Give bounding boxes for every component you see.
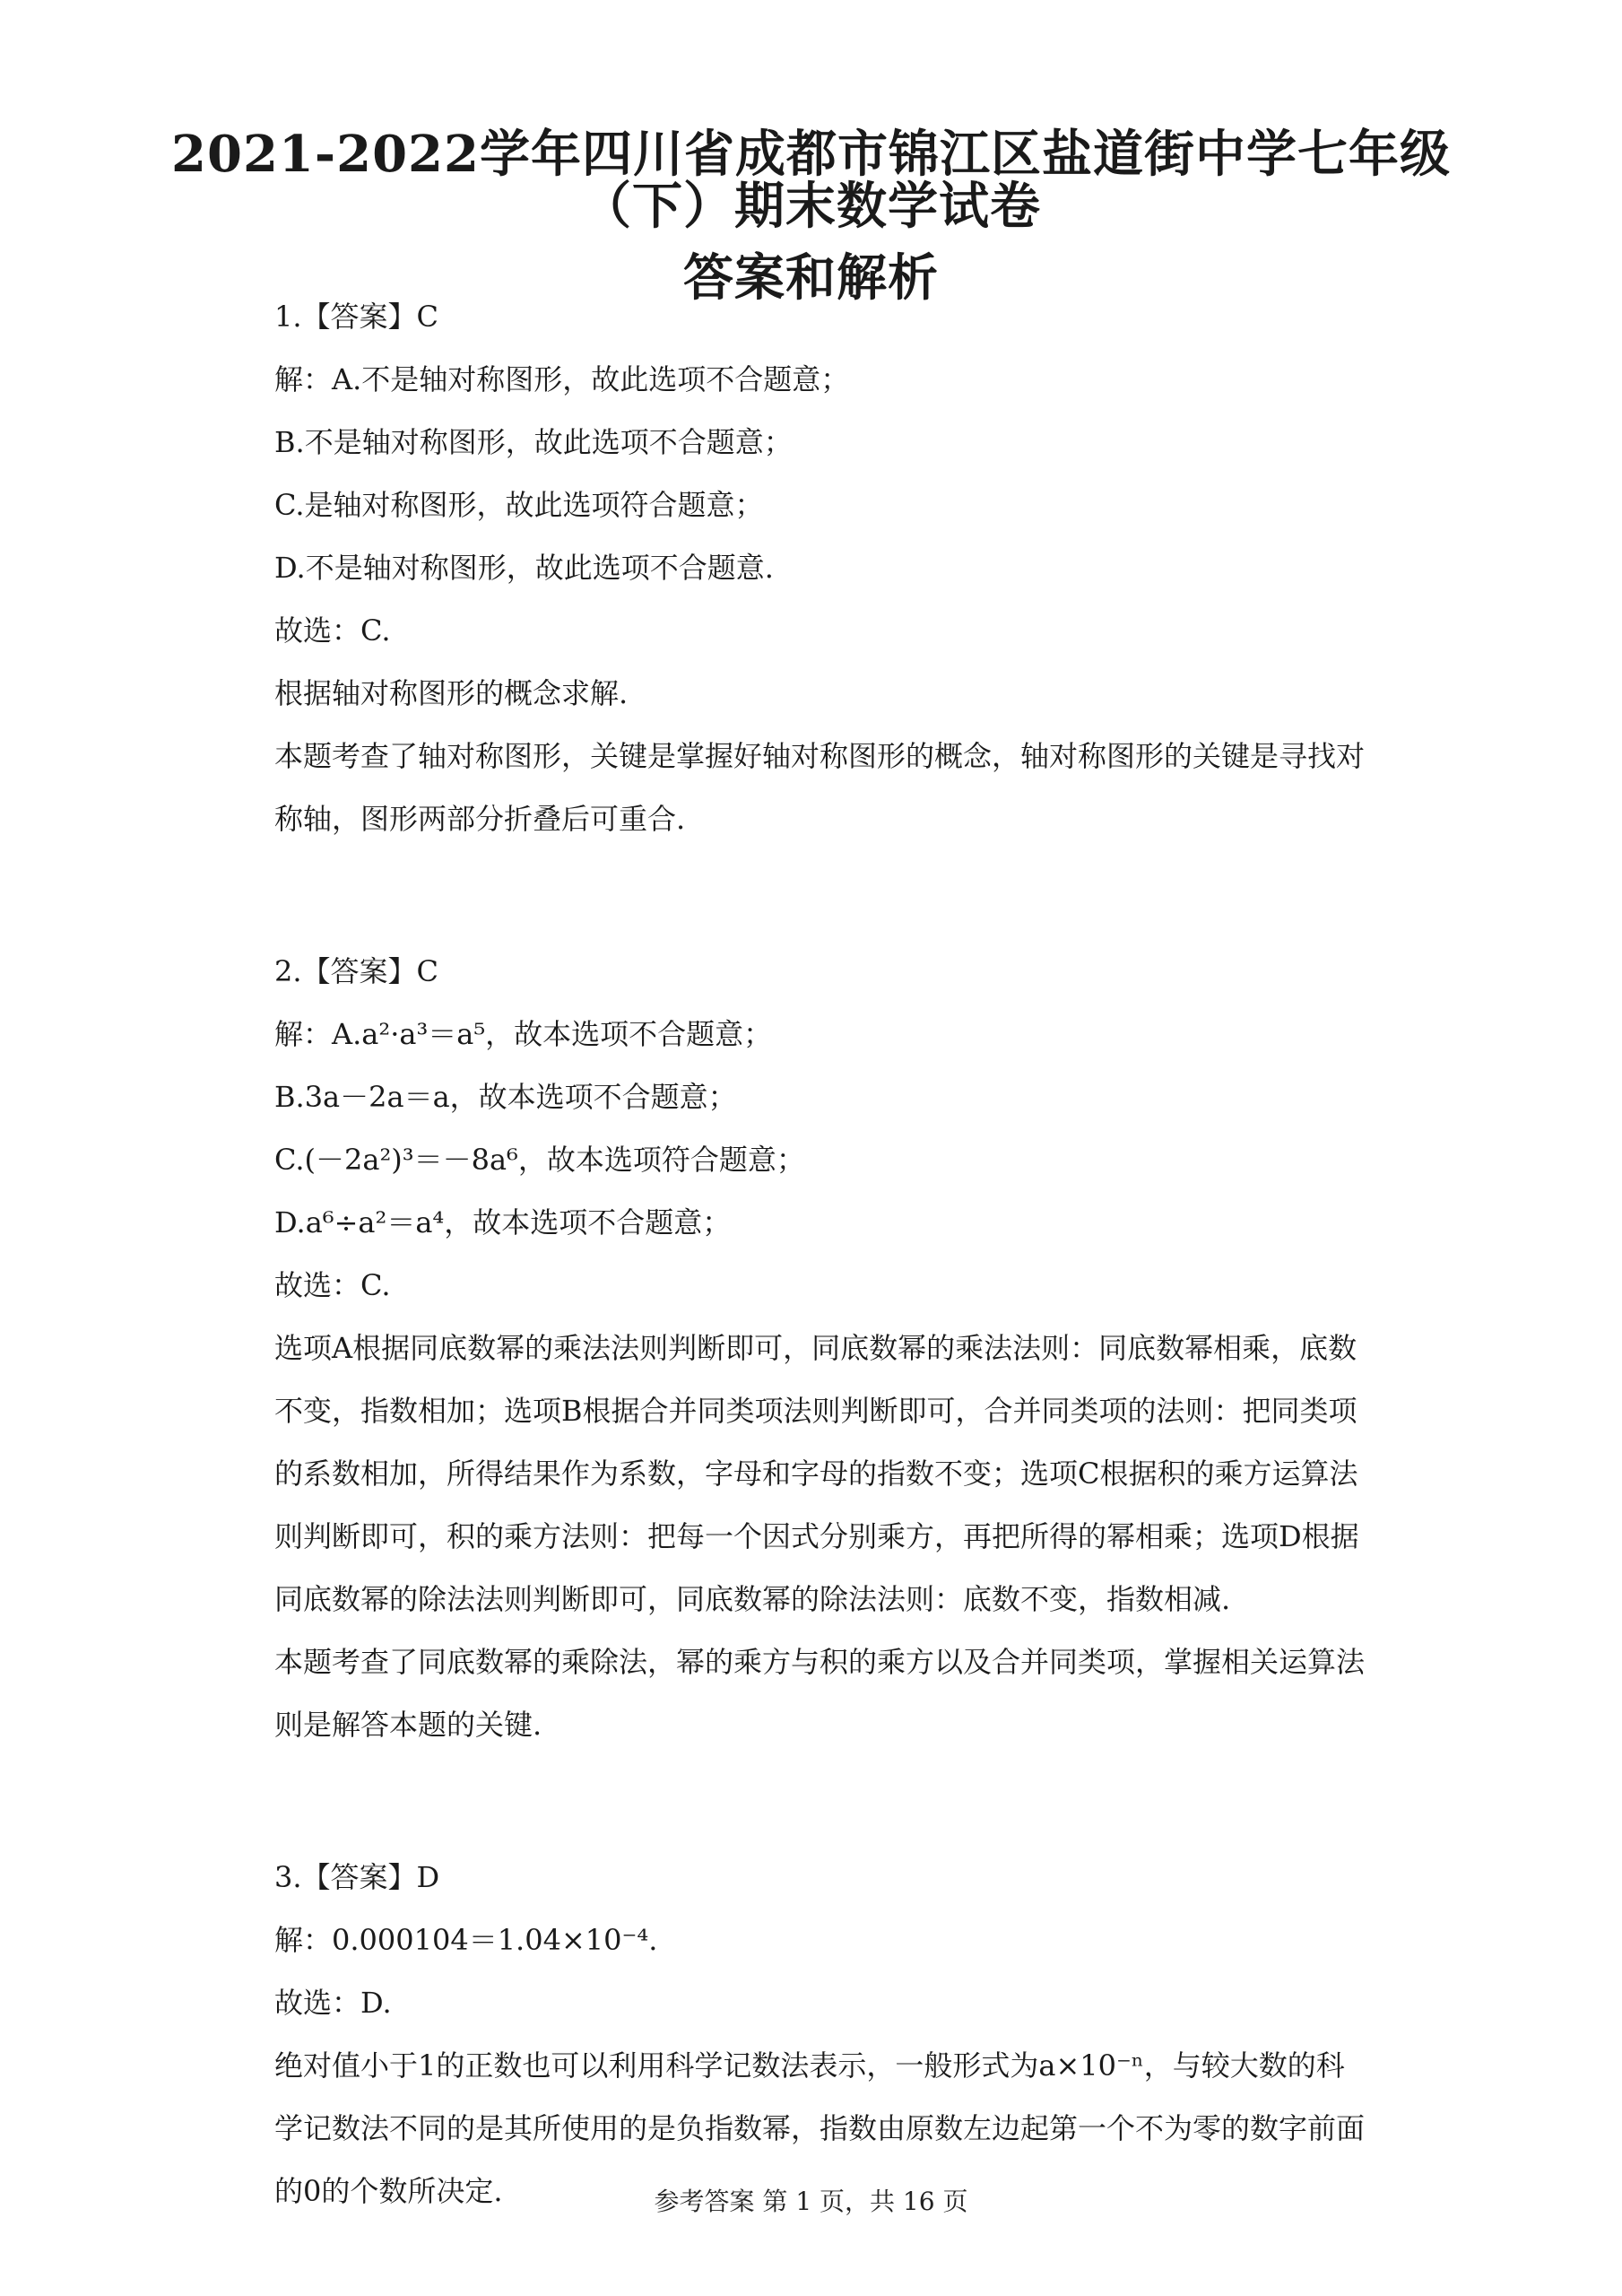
- page-title-line2: （下）期末数学试卷: [581, 177, 1041, 236]
- q3-line: 绝对值小于1的正数也可以利用科学记数法表示，一般形式为a×10⁻ⁿ，与较大数的科: [274, 2048, 1345, 2083]
- q1-line: 故选：C.: [274, 613, 391, 648]
- q1-answer: 1.【答案】C: [274, 300, 439, 334]
- q3-answer: 3.【答案】D: [274, 1860, 440, 1894]
- section-gap: [274, 850, 1359, 940]
- q2-line: 则是解答本题的关键.: [274, 1708, 542, 1742]
- q1-line: 本题考查了轴对称图形，关键是掌握好轴对称图形的概念，轴对称图形的关键是寻找对: [274, 739, 1366, 773]
- section-gap: [274, 1756, 1359, 1846]
- q1-line: B.不是轴对称图形，故此选项不合题意；: [274, 425, 793, 459]
- question-1-section: [274, 285, 1366, 850]
- question-2-section: [274, 940, 1366, 1756]
- q3-line: 解：0.000104＝1.04×10⁻⁴.: [274, 1923, 658, 1957]
- page-subtitle: 答案和解析: [683, 248, 939, 308]
- q3-line: 的0的个数所决定.: [274, 2174, 503, 2208]
- q1-line: D.不是轴对称图形，故此选项不合题意.: [274, 551, 774, 585]
- question-3-section: [274, 1846, 1366, 2222]
- q2-line: 解：A.a²·a³＝a⁵，故本选项不合题意；: [274, 1017, 773, 1051]
- q2-line: C.(－2a²)³＝－8a⁶，故本选项符合题意；: [274, 1143, 805, 1177]
- q3-line: 学记数法不同的是其所使用的是负指数幂，指数由原数左边起第一个不为零的数字前面: [274, 2111, 1366, 2145]
- q1-line: C.是轴对称图形，故此选项符合题意；: [274, 488, 764, 522]
- q2-line: 选项A根据同底数幂的乘法法则判断即可，同底数幂的乘法法则：同底数幂相乘，底数: [274, 1331, 1357, 1365]
- q3-line: 故选：D.: [274, 1986, 392, 2020]
- q2-line: 不变，指数相加；选项B根据合并同类项法则判断即可，合并同类项的法则：把同类项: [274, 1394, 1357, 1428]
- q2-line: B.3a－2a＝a，故本选项不合题意；: [274, 1080, 737, 1114]
- q2-line: 本题考查了同底数幂的乘除法，幂的乘方与积的乘方以及合并同类项，掌握相关运算法: [274, 1645, 1366, 1679]
- q1-line: 根据轴对称图形的概念求解.: [274, 676, 629, 710]
- q2-answer: 2.【答案】C: [274, 954, 439, 988]
- page-footer: 参考答案 第 1 页，共 16 页: [654, 2187, 968, 2216]
- q1-line: 解：A.不是轴对称图形，故此选项不合题意；: [274, 362, 850, 396]
- q1-line: 称轴，图形两部分折叠后可重合.: [274, 802, 686, 836]
- q2-line: 的系数相加，所得结果作为系数，字母和字母的指数不变；选项C根据积的乘方运算法: [274, 1457, 1358, 1491]
- q2-line: 故选：C.: [274, 1268, 391, 1302]
- q2-line: 则判断即可，积的乘方法则：把每一个因式分别乘方，再把所得的幂相乘；选项D根据: [274, 1519, 1359, 1553]
- q2-line: D.a⁶÷a²＝a⁴，故本选项不合题意；: [274, 1205, 732, 1239]
- answer-content: [274, 285, 1366, 2222]
- q2-line: 同底数幂的除法法则判断即可，同底数幂的除法法则：底数不变，指数相减.: [274, 1582, 1231, 1616]
- page-title-line1: 2021-2022学年四川省成都市锦江区盐道街中学七年级: [171, 125, 1451, 184]
